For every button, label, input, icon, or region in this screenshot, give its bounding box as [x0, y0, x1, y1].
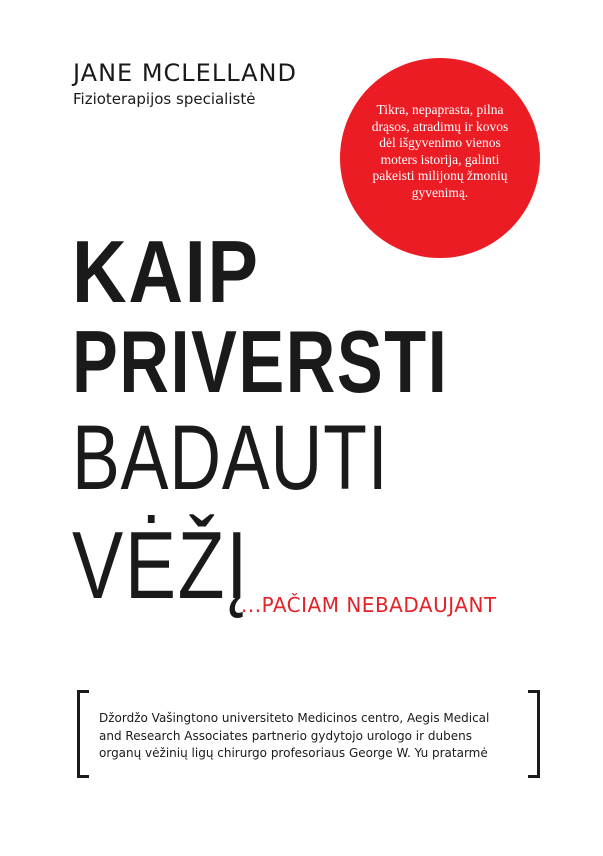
red-circle-badge [340, 58, 540, 258]
badge-text: Tikra, nepaprasta, pilna drąsos, atradimų ir kovos dėl išgyvenimo vienos moters istorija, galinti pakeisti milijonų žmonių gyvenimą. [371, 102, 509, 200]
title-line-2: PRIVERSTI [72, 312, 449, 411]
foreword-note [99, 710, 524, 763]
title-line-4: VĖŽĮ [72, 512, 250, 619]
subtitle: ...PAČIAM NEBADAUJANT [241, 593, 497, 617]
title-line-3: BADAUTI [72, 407, 389, 509]
foreword-line-3: organų vėžinių ligų chirurgo profesoriaus George W. Yu pratarmė [99, 746, 488, 760]
right-bracket [528, 690, 540, 778]
foreword-line-1: Džordžo Vašingtono universiteto Medicinos centro, Aegis Medical [99, 711, 490, 725]
title-line-1: KAIP [72, 222, 260, 321]
foreword-line-2: and Research Associates partnerio gydytojo urologo ir dubens [99, 728, 472, 743]
author-name: JANE MCLELLAND [73, 59, 297, 87]
author-role: Fizioterapijos specialistė [73, 90, 256, 108]
left-bracket [77, 690, 89, 778]
